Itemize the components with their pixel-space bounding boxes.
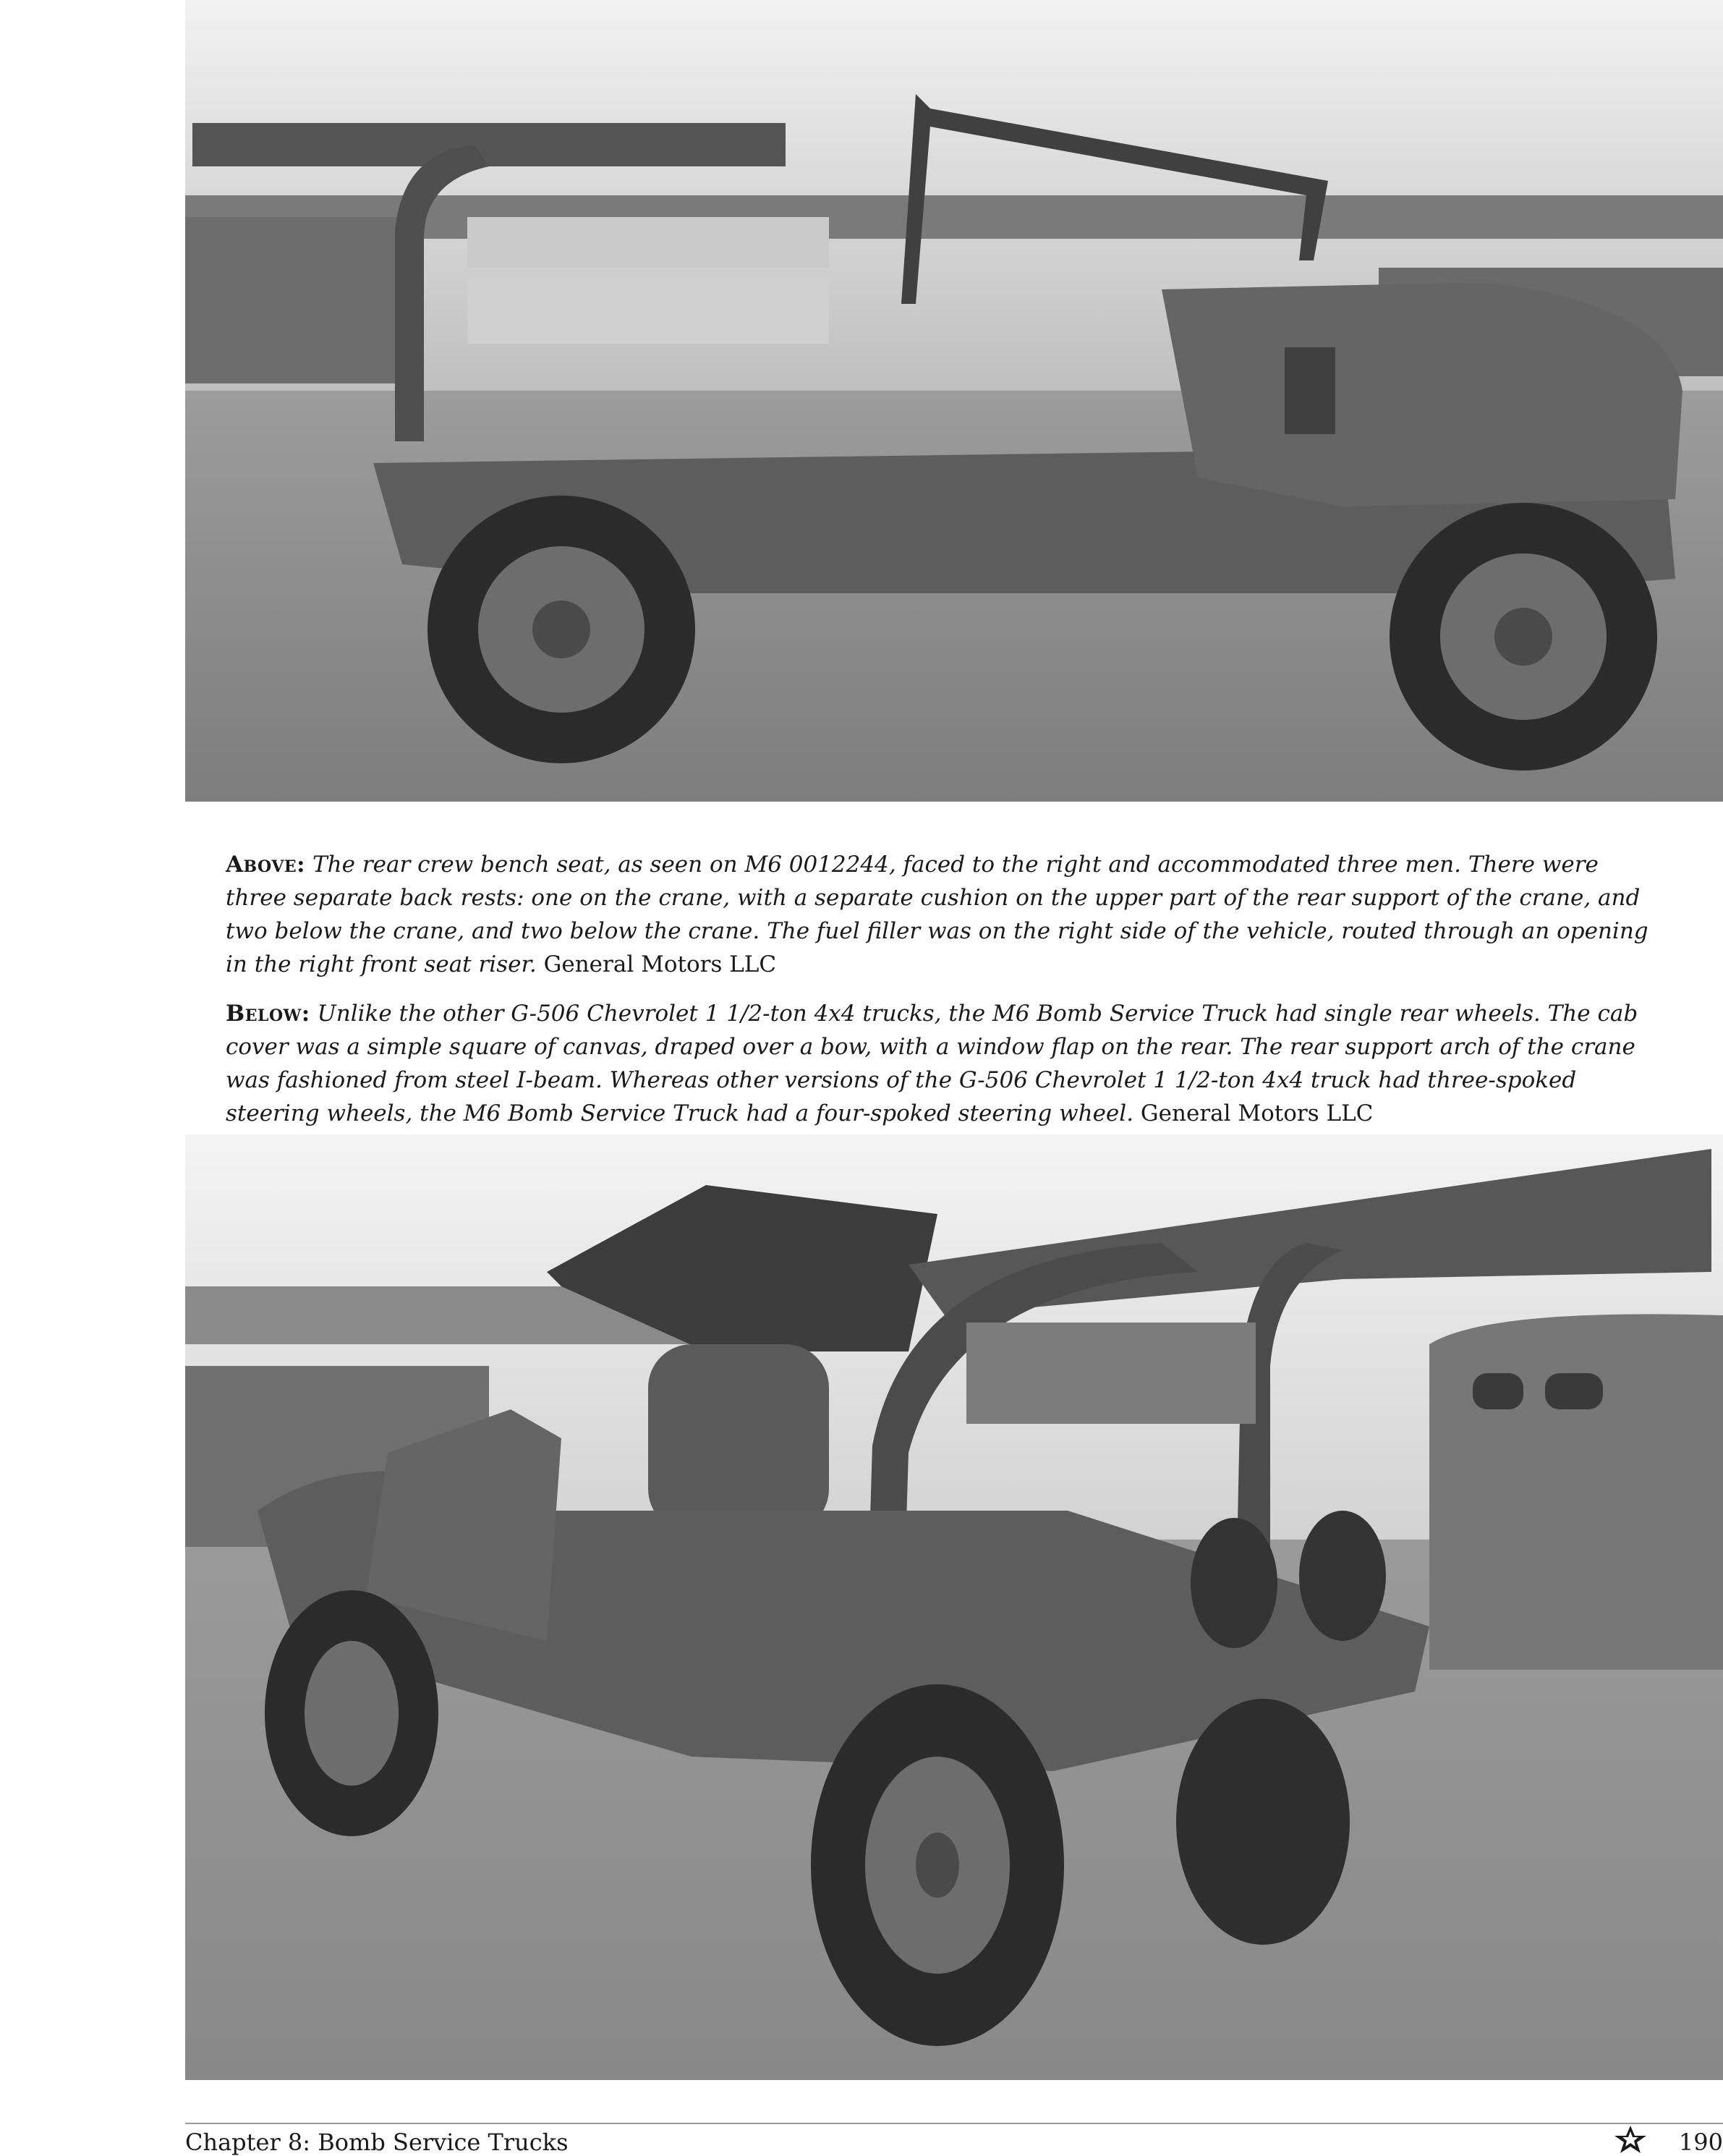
- truck-rear-three-quarter-photo: [185, 1134, 1723, 2080]
- caption-below-lead: Below:: [226, 1001, 310, 1027]
- captions-block: [226, 848, 1665, 1146]
- photo-bottom: [185, 1134, 1723, 2080]
- footer-page-number: 190: [1678, 2129, 1723, 2156]
- footer-chapter-title: Chapter 8: Bomb Service Trucks: [185, 2129, 569, 2156]
- caption-above-credit: General Motors LLC: [543, 951, 777, 977]
- star-icon: [1610, 2124, 1651, 2156]
- footer-rule: [185, 2123, 1723, 2124]
- caption-above: [226, 848, 1665, 981]
- truck-side-photo: [185, 0, 1723, 802]
- caption-above-body: The rear crew bench seat, as seen on M6 0012244, faced to the right and accommodated three men. There were three separate back rests: one on the crane, with a separate cushion on the upper part of the rear support of the crane, and two below the crane, and two below the crane. The fuel filler was on the right side of the vehicle, routed through an opening in the right front seat riser.: [226, 852, 1648, 977]
- caption-below-credit: General Motors LLC: [1140, 1100, 1374, 1126]
- caption-below: [226, 997, 1665, 1130]
- photo-top: [185, 0, 1723, 802]
- caption-above-lead: Above:: [226, 852, 306, 878]
- caption-below-body: Unlike the other G-506 Chevrolet 1 1/2-ton 4x4 trucks, the M6 Bomb Service Truck had single rear wheels. The cab cover was a simple square of canvas, draped over a bow, with a window flap on the rear. The rear support arch of the crane was fashioned from steel I-beam. Whereas other versions of the G-506 Chevrolet 1 1/2-ton 4x4 truck had three-spoked steering wheels, the M6 Bomb Service Truck had a four-spoked steering wheel.: [226, 1001, 1638, 1126]
